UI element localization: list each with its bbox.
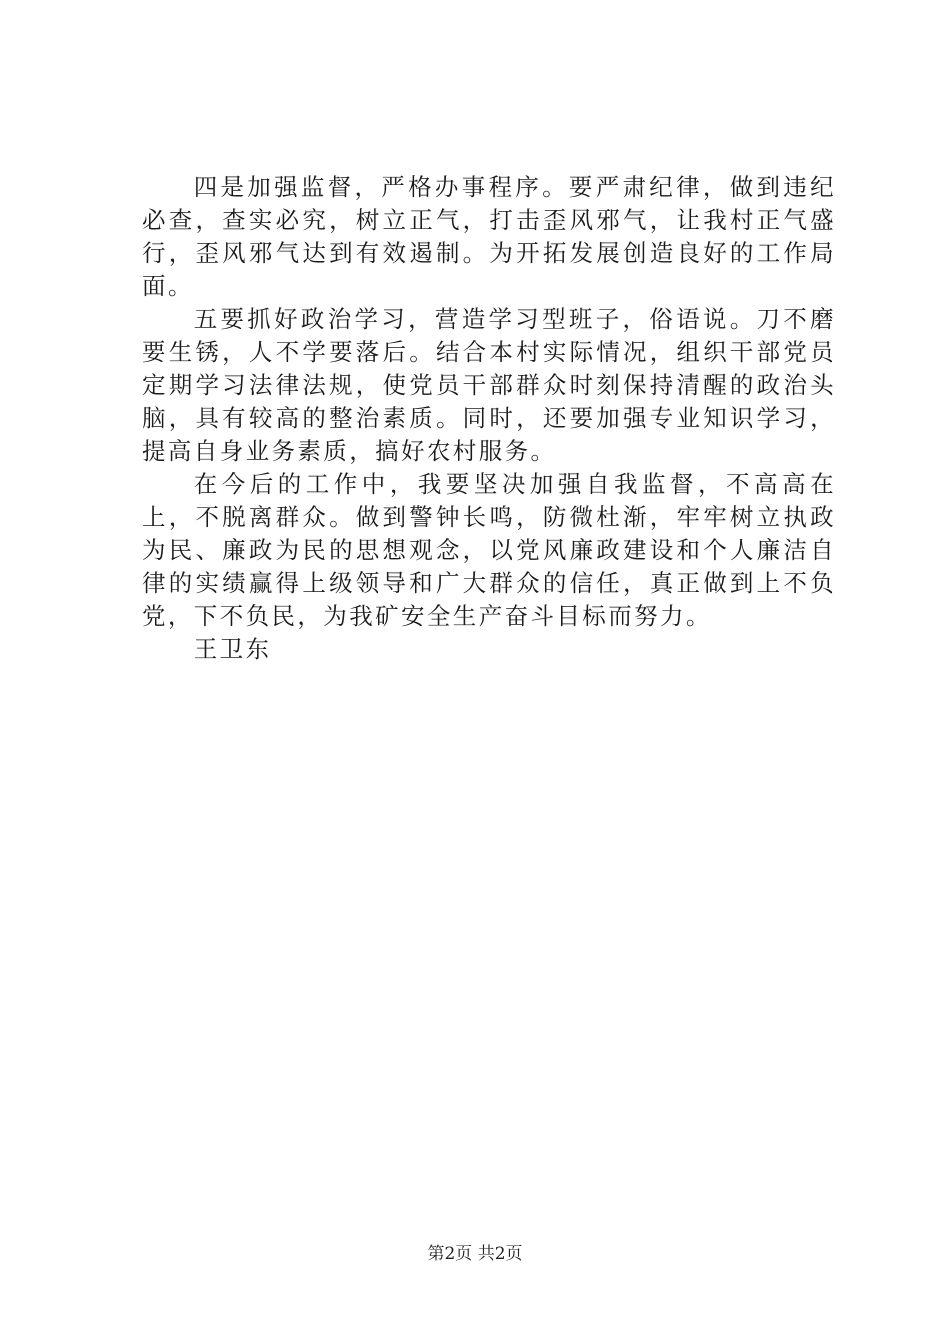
paragraph-supervision: 四是加强监督，严格办事程序。要严肃纪律，做到违纪必查，查实必究，树立正气，打击歪风邪气，让我村正气盛行，歪风邪气达到有效遏制。为开拓发展创造良好的工作局面。 (142, 173, 836, 300)
document-body (142, 171, 836, 666)
author-signature: 王卫东 (193, 635, 272, 663)
paragraph-political-study: 五要抓好政治学习，营造学习型班子，俗语说。刀不磨要生锈，人不学要落后。结合本村实际情况，组织干部党员定期学习法律法规，使党员干部群众时刻保持清醒的政治头脑，具有较高的整治素质。同时，还要加强专业知识学习，提高自身业务素质，搞好农村服务。 (142, 305, 836, 465)
page-footer (0, 1243, 950, 1265)
paragraph-future-work: 在今后的工作中，我要坚决加强自我监督，不高高在上，不脱离群众。做到警钟长鸣，防微杜渐，牢牢树立执政为民、廉政为民的思想观念，以党风廉政建设和个人廉洁自律的实绩赢得上级领导和广大群众的信任，真正做到上不负党，下不负民，为我矿安全生产奋斗目标而努力。 (142, 470, 836, 630)
page-number-indicator: 第2页 共2页 (427, 1244, 523, 1264)
